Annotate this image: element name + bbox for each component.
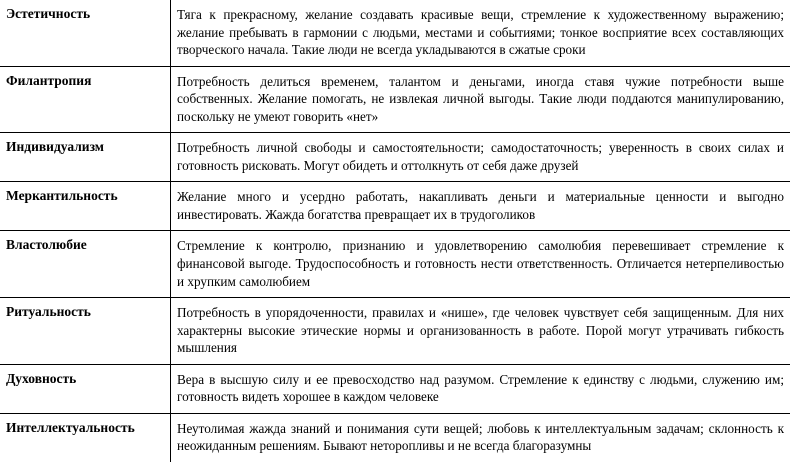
- table-row: [0, 66, 790, 133]
- table-row: [0, 298, 790, 365]
- table-row: [0, 0, 790, 66]
- trait-description: Неутолимая жажда знаний и понимания сути вещей; любовь к интеллектуальным задачам; склонность к неожиданным решениям. Бывают неторопливы и не всегда благоразумны: [171, 413, 790, 462]
- table-row: [0, 231, 790, 298]
- trait-term: Индивидуализм: [0, 133, 171, 182]
- trait-description: Потребность личной свободы и самостоятельности; самодостаточность; уверенность в своих силах и готовность рисковать. Могут обидеть и оттолкнуть от себя даже друзей: [171, 133, 790, 182]
- trait-term: Филантропия: [0, 66, 171, 133]
- trait-description: Потребность в упорядоченности, правилах и «нише», где человек чувствует себя защищенным. Для них характерны высокие этические нормы и организованность в работе. Порой могут утрачивать гибкость мышления: [171, 298, 790, 365]
- trait-term: Эстетичность: [0, 0, 171, 66]
- trait-description: Желание много и усердно работать, накапливать деньги и материальные ценности и выгодно инвестировать. Жажда богатства превращает их в трудоголиков: [171, 182, 790, 231]
- trait-description: Потребность делиться временем, талантом и деньгами, иногда ставя чужие потребности выше собственных. Желание помогать, не извлекая личной выгоды. Такие люди поддаются манипулированию, поскольку не умеют говорить «нет»: [171, 66, 790, 133]
- trait-term: Ритуальность: [0, 298, 171, 365]
- trait-description: Вера в высшую силу и ее превосходство над разумом. Стремление к единству с людьми, служению им; готовность видеть хорошее в каждом человеке: [171, 364, 790, 413]
- table-row: [0, 413, 790, 462]
- trait-term: Интеллектуальность: [0, 413, 171, 462]
- trait-term: Властолюбие: [0, 231, 171, 298]
- trait-description: Тяга к прекрасному, желание создавать красивые вещи, стремление к художественному выражению; желание пребывать в гармонии с людьми, местами и событиями; тонкое восприятие всех составляющих творческого начала. Такие люди не всегда укладываются в сжатые сроки: [171, 0, 790, 66]
- trait-term: Духовность: [0, 364, 171, 413]
- trait-term: Меркантильность: [0, 182, 171, 231]
- table-row: [0, 182, 790, 231]
- table-row: [0, 364, 790, 413]
- table-row: [0, 133, 790, 182]
- trait-description: Стремление к контролю, признанию и удовлетворению самолюбия перевешивает стремление к финансовой выгоде. Трудоспособность и готовность нести ответственность. Отличается нетерпеливостью и хрупким самолюбием: [171, 231, 790, 298]
